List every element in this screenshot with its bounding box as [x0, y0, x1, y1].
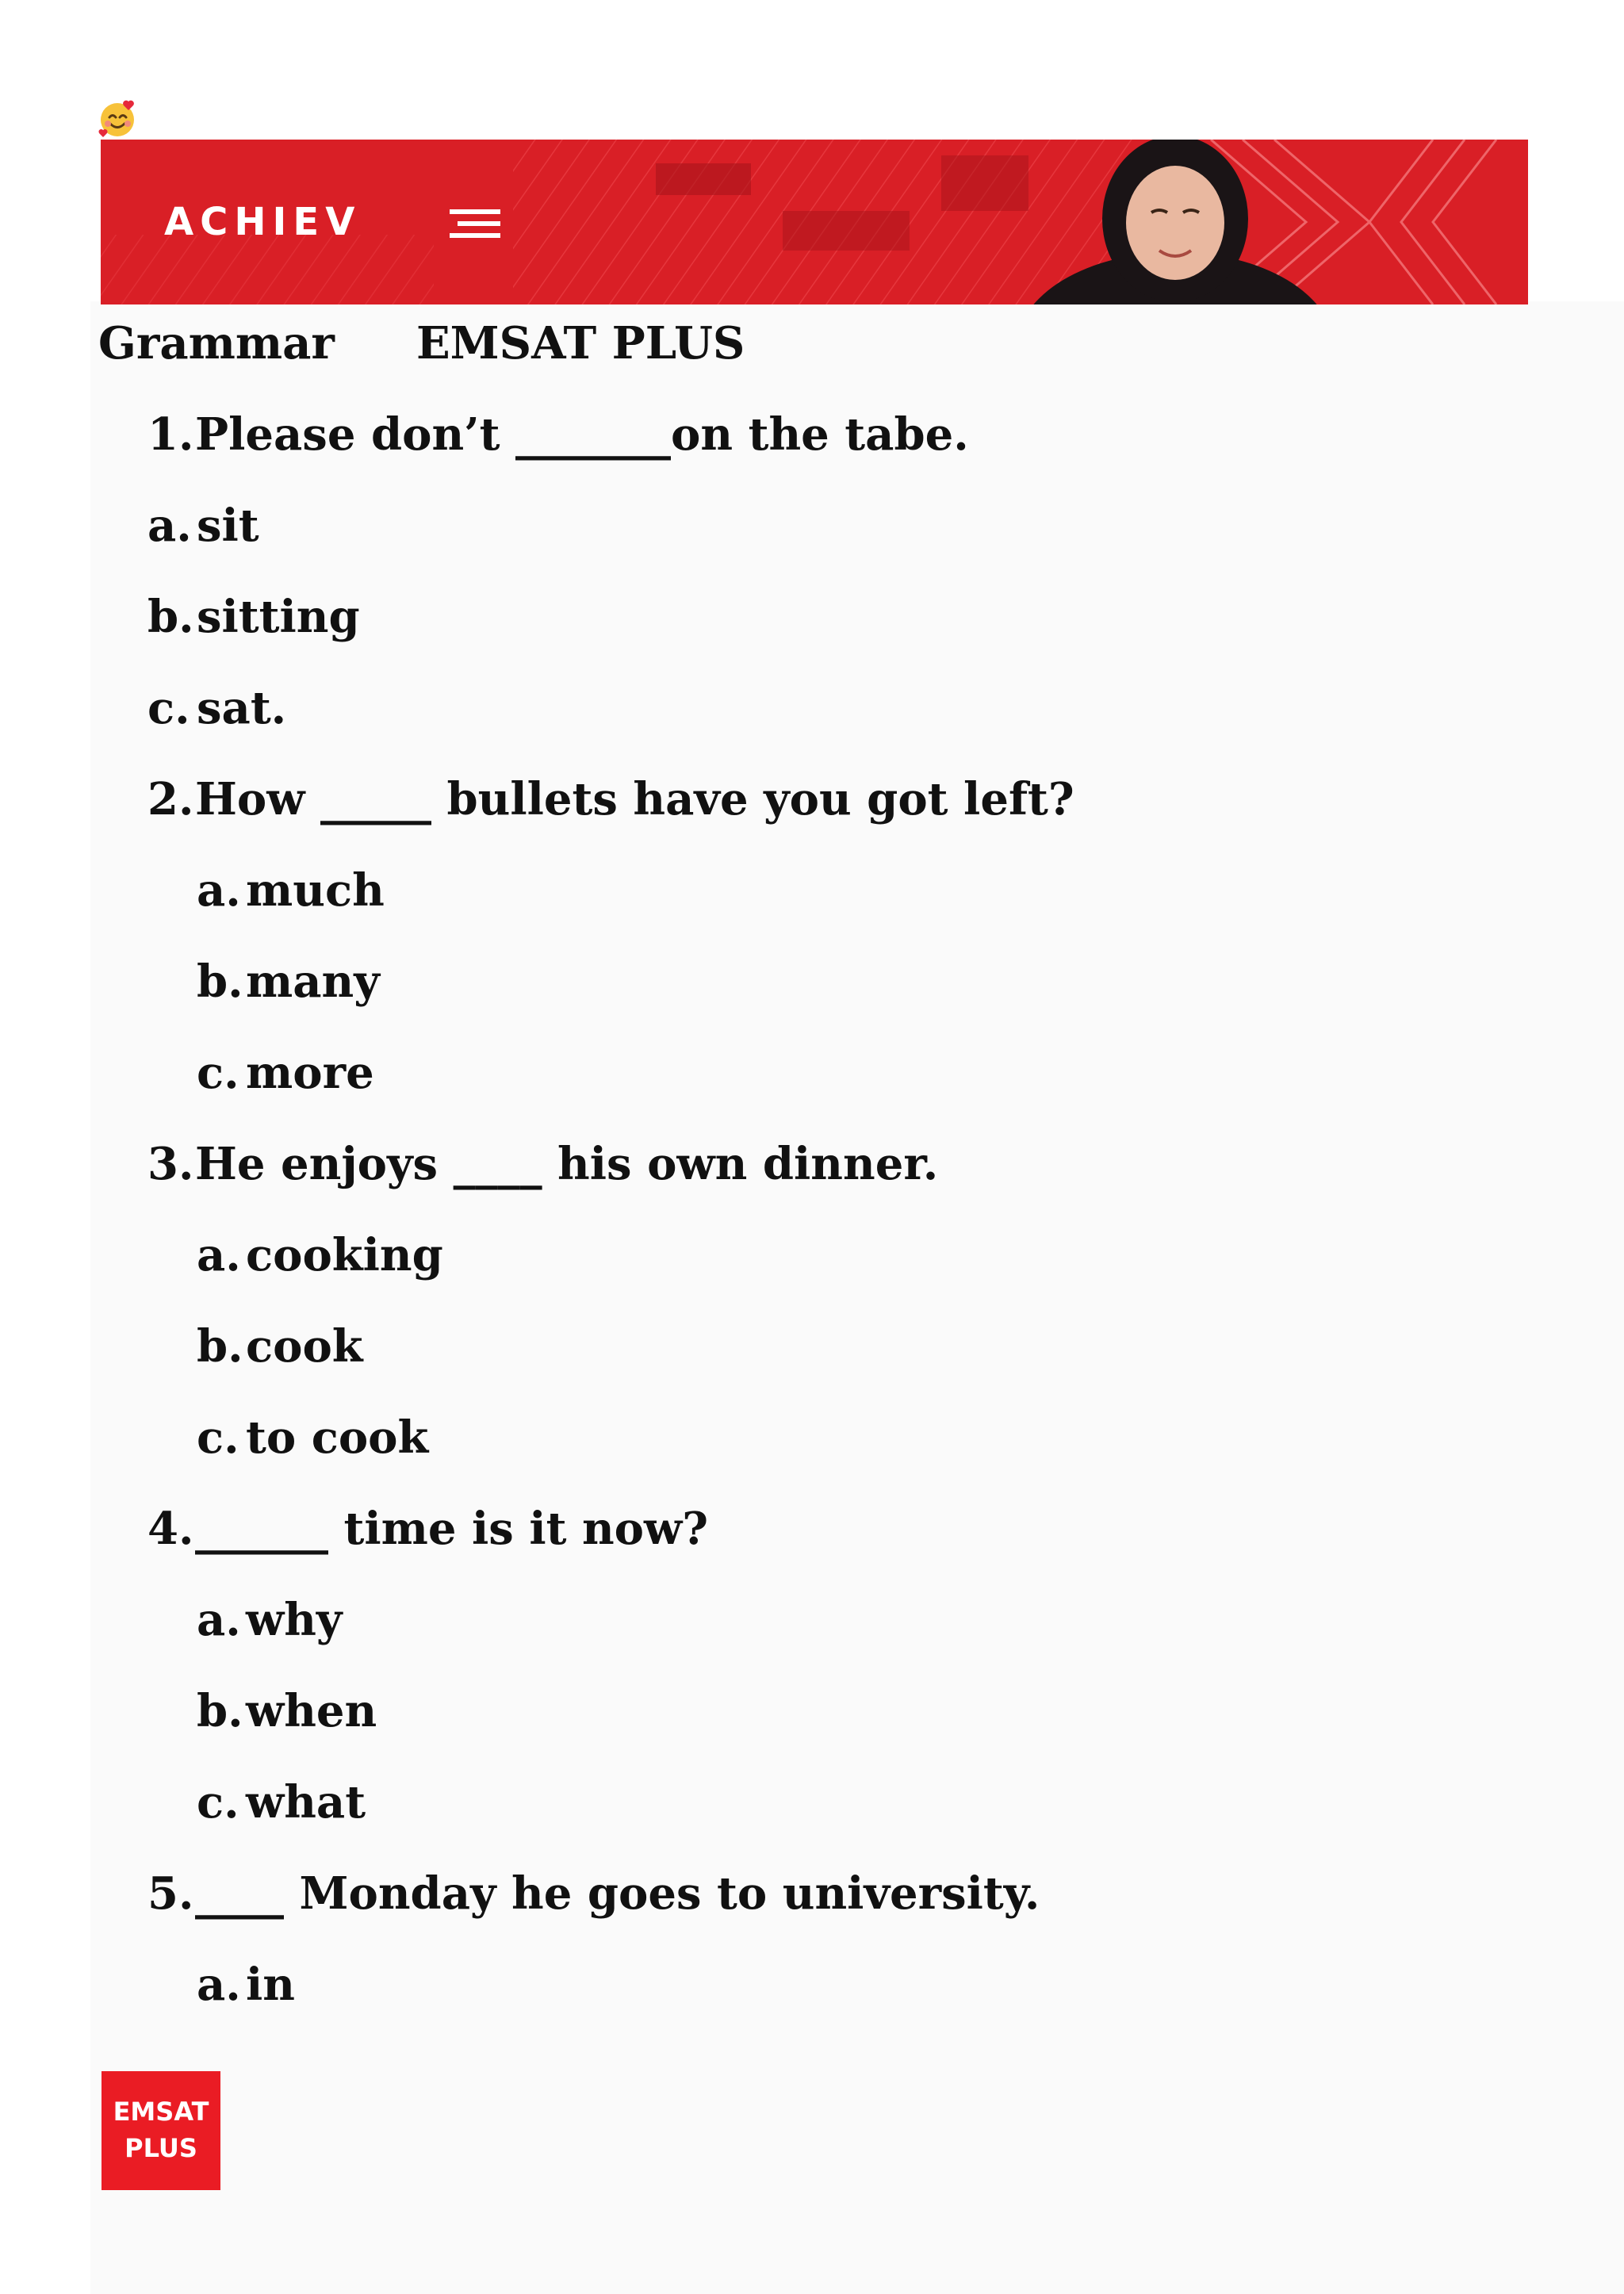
option-letter: a. [197, 864, 241, 917]
option-letter: c. [197, 1776, 239, 1829]
question-text-post: bullets have you got left? [431, 773, 1074, 825]
option-2c [197, 1045, 374, 1101]
option-2a [197, 863, 385, 918]
option-text: to cook [246, 1411, 429, 1464]
option-text: cook [246, 1320, 363, 1373]
smiling-face-with-hearts-icon [97, 98, 138, 140]
option-letter: a. [197, 1594, 241, 1646]
option-text: sitting [197, 591, 360, 643]
question-number: 2. [147, 773, 194, 825]
question-5 [147, 1866, 1040, 1921]
option-4a [197, 1592, 342, 1648]
option-text: much [246, 864, 385, 917]
option-letter: b. [197, 956, 243, 1008]
logo-line-1: EMSAT [113, 2097, 209, 2127]
answer-blank: ____ [453, 1138, 542, 1190]
question-text-pre: How [195, 773, 320, 825]
option-text: more [246, 1047, 374, 1099]
option-4c [197, 1775, 366, 1830]
question-3 [147, 1136, 938, 1192]
question-text-post: on the tabe. [671, 408, 969, 461]
option-text: sat. [197, 682, 287, 734]
answer-blank: ____ [195, 1867, 284, 1920]
option-letter: a. [197, 1229, 241, 1281]
question-text-pre: He enjoys [195, 1138, 454, 1190]
option-1c [147, 680, 286, 736]
question-number: 5. [147, 1867, 194, 1920]
question-number: 3. [147, 1138, 194, 1190]
option-3b [197, 1319, 363, 1374]
question-text-post: time is it now? [328, 1503, 709, 1555]
answer-blank: ______ [195, 1503, 328, 1555]
option-text: cooking [246, 1229, 443, 1281]
option-1b [147, 589, 360, 645]
subject-title: Grammar [98, 317, 335, 370]
option-text: what [246, 1776, 366, 1829]
option-letter: c. [197, 1047, 239, 1099]
question-text-post: Monday he goes to university. [284, 1867, 1040, 1920]
emsat-plus-logo [102, 2071, 220, 2190]
option-letter: b. [197, 1685, 243, 1737]
question-number: 4. [147, 1503, 194, 1555]
question-1 [147, 407, 969, 462]
option-5a [197, 1957, 295, 2013]
achieve-logo-e-mark [450, 209, 500, 238]
option-text: why [246, 1594, 343, 1646]
option-3a [197, 1227, 443, 1283]
option-3c [197, 1410, 428, 1465]
question-4 [147, 1501, 708, 1557]
option-1a [147, 498, 259, 553]
answer-blank: _______ [515, 408, 672, 461]
option-letter: c. [147, 682, 190, 734]
answer-blank: _____ [320, 773, 431, 825]
option-2b [197, 954, 380, 1009]
option-letter: a. [197, 1959, 241, 2011]
option-letter: b. [147, 591, 194, 643]
brand-title: EMSAT PLUS [416, 317, 745, 370]
achieve-logo: ACHIEV [164, 200, 362, 244]
logo-line-2: PLUS [124, 2133, 197, 2163]
option-letter: a. [147, 500, 192, 552]
achieve-banner [101, 140, 1528, 304]
option-text: sit [197, 500, 259, 552]
option-letter: c. [197, 1411, 239, 1464]
option-text: many [246, 956, 380, 1008]
question-2 [147, 772, 1074, 827]
question-number: 1. [147, 408, 194, 461]
option-text: in [246, 1959, 295, 2011]
option-4b [197, 1683, 377, 1739]
question-text-pre: Please don’t [195, 408, 516, 461]
option-letter: b. [197, 1320, 243, 1373]
option-text: when [246, 1685, 377, 1737]
question-text-post: his own dinner. [542, 1138, 939, 1190]
